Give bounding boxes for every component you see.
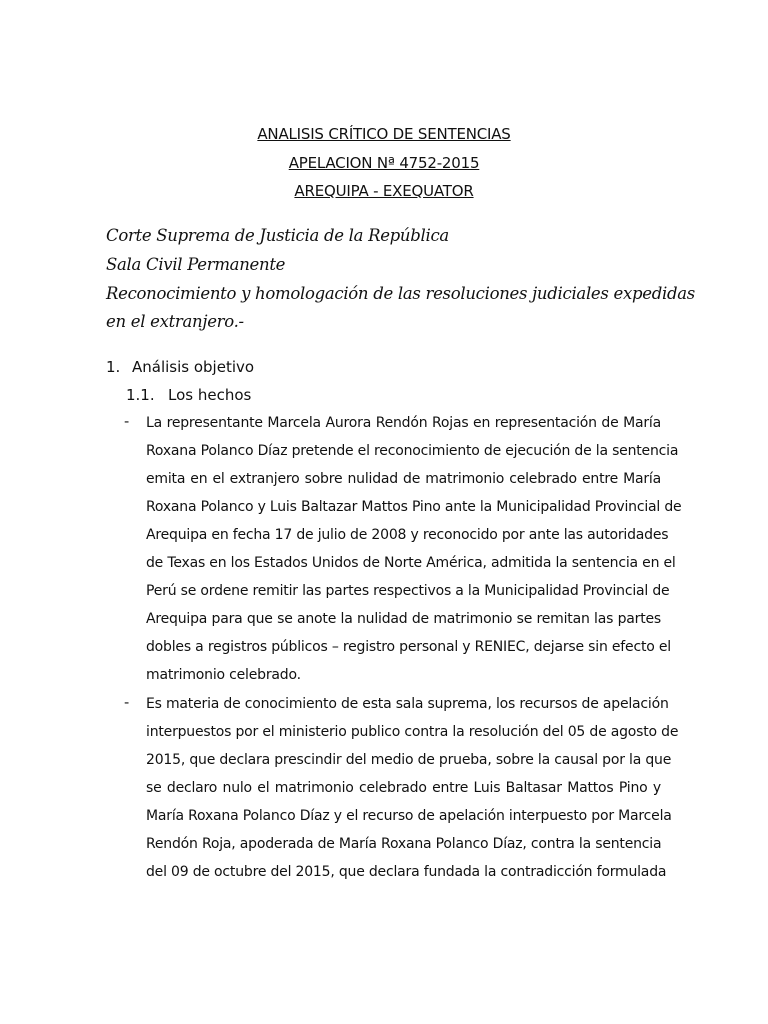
section-heading-1 bbox=[106, 358, 254, 376]
text-line: María Roxana Polanco Díaz y el recurso de apelación interpuesto por Marcela bbox=[146, 808, 672, 824]
text-line: de Texas en los Estados Unidos de Norte América, admitida la sentencia en el bbox=[146, 555, 676, 571]
text-line: La representante Marcela Aurora Rendón Rojas en representación de María bbox=[146, 415, 661, 431]
case-number: APELACION Nª 4752-2015 bbox=[288, 154, 480, 172]
text-line: emita en el extranjero sobre nulidad de matrimonio celebrado entre María bbox=[146, 471, 661, 487]
case-subtitle: AREQUIPA - EXEQUATOR bbox=[294, 182, 474, 200]
text-line: Perú se ordene remitir las partes respectivos a la Municipalidad Provincial de bbox=[146, 583, 670, 599]
text-line: interpuestos por el ministerio publico contra la resolución del 05 de agosto de bbox=[146, 724, 679, 740]
text-line: Rendón Roja, apoderada de María Roxana Polanco Díaz, contra la sentencia bbox=[146, 836, 662, 852]
court-matter-line-2: en el extranjero.- bbox=[106, 312, 244, 331]
text-line: Arequipa en fecha 17 de julio de 2008 y reconocido por ante las autoridades bbox=[146, 527, 669, 543]
text-line: Arequipa para que se anote la nulidad de matrimonio se remitan las partes bbox=[146, 611, 661, 627]
text-line: matrimonio celebrado. bbox=[146, 667, 301, 683]
text-line: 2015, que declara prescindir del medio de prueba, sobre la causal por la que bbox=[146, 752, 672, 768]
bullet-marker: - bbox=[124, 695, 130, 711]
court-chamber: Sala Civil Permanente bbox=[106, 255, 286, 274]
text-line: se declaro nulo el matrimonio celebrado entre Luis Baltasar Mattos Pino y bbox=[146, 780, 661, 796]
text-line: Es materia de conocimiento de esta sala suprema, los recursos de apelación bbox=[146, 696, 669, 712]
section-heading-1-1 bbox=[126, 386, 251, 404]
court-name: Corte Suprema de Justicia de la República bbox=[106, 226, 449, 245]
subsection-number: 1.1. bbox=[126, 386, 155, 404]
section-number: 1. bbox=[106, 358, 121, 376]
text-line: del 09 de octubre del 2015, que declara fundada la contradicción formulada bbox=[146, 864, 667, 880]
text-line: dobles a registros públicos – registro personal y RENIEC, dejarse sin efecto el bbox=[146, 639, 671, 655]
document-title: ANALISIS CRÍTICO DE SENTENCIAS bbox=[257, 125, 511, 143]
text-line: Roxana Polanco Díaz pretende el reconocimiento de ejecución de la sentencia bbox=[146, 443, 679, 459]
subsection-title: Los hechos bbox=[168, 386, 252, 404]
section-title: Análisis objetivo bbox=[132, 358, 255, 376]
court-matter-line-1: Reconocimiento y homologación de las resoluciones judiciales expedidas bbox=[106, 284, 695, 303]
text-line: Roxana Polanco y Luis Baltazar Mattos Pino ante la Municipalidad Provincial de bbox=[146, 499, 682, 515]
bullet-marker: - bbox=[124, 414, 130, 430]
